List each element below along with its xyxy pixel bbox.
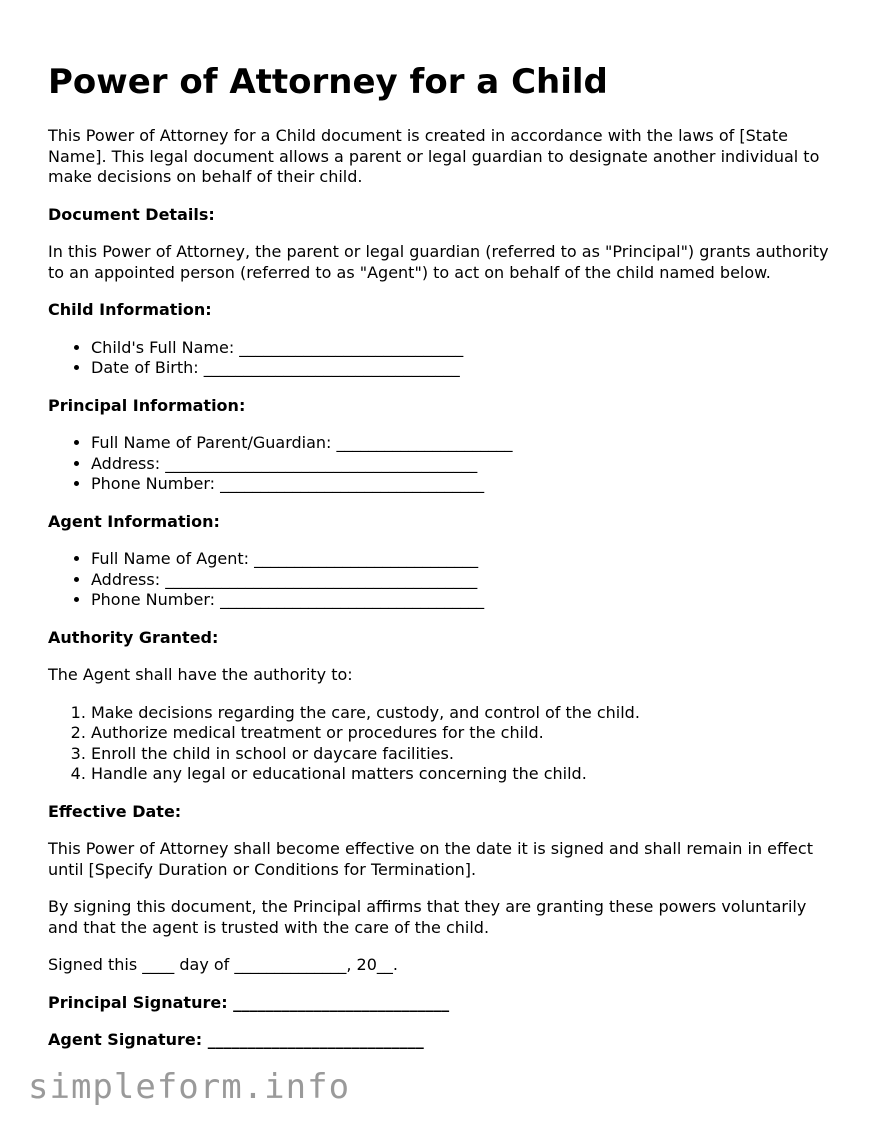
effective-date-heading: Effective Date:: [48, 801, 182, 821]
principal-info-heading: Principal Information:: [48, 395, 246, 415]
authority-item: 1. Make decisions regarding the care, custody, and control of the child.: [91, 703, 838, 724]
principal-address-field: • Address: _______________________________________: [91, 454, 838, 475]
principal-signature-line: Principal Signature: ___________________________: [48, 992, 450, 1012]
effective-date-text: This Power of Attorney shall become effective on the date it is signed and shall remain in effect until [Specify Duration or Conditions for Termination].: [48, 839, 813, 879]
intro-paragraph: This Power of Attorney for a Child document is created in accordance with the laws of [State Name]. This legal document allows a parent or legal guardian to designate another individual to make decisions on behalf of their child.: [48, 126, 820, 186]
document-details-text: In this Power of Attorney, the parent or legal guardian (referred to as "Principal") grants authority to an appointed person (referred to as "Agent") to act on behalf of the child named below.: [48, 242, 829, 282]
child-full-name-field: • Child's Full Name: ____________________________: [91, 338, 838, 359]
child-info-heading: Child Information:: [48, 300, 212, 319]
document-body: [48, 126, 838, 1068]
watermark: simpleform.info: [28, 1067, 351, 1107]
agent-signature-line: Agent Signature: ___________________________: [48, 1030, 424, 1049]
authority-item: 3. Enroll the child in school or daycare facilities.: [91, 744, 838, 765]
child-info-list: [48, 338, 838, 379]
principal-phone-field: • Phone Number: _________________________________: [91, 474, 838, 495]
authority-item: 4. Handle any legal or educational matters concerning the child.: [91, 764, 838, 785]
principal-full-name-field: • Full Name of Parent/Guardian: ______________________: [91, 433, 838, 454]
agent-phone-field: • Phone Number: _________________________________: [91, 590, 838, 611]
authority-item: 2. Authorize medical treatment or procedures for the child.: [91, 723, 838, 744]
authority-list: [48, 703, 838, 785]
document-details-heading: Document Details:: [48, 204, 215, 224]
agent-address-field: • Address: _______________________________________: [91, 570, 838, 591]
principal-info-list: [48, 433, 838, 495]
agent-info-heading: Agent Information:: [48, 511, 220, 531]
authority-heading: Authority Granted:: [48, 627, 219, 647]
page-title: Power of Attorney for a Child: [48, 62, 608, 102]
signed-date-line: Signed this ____ day of ______________, 20__.: [48, 955, 398, 974]
agent-info-list: [48, 549, 838, 611]
authority-intro: The Agent shall have the authority to:: [48, 665, 353, 684]
child-date-of-birth-field: • Date of Birth: ________________________________: [91, 358, 838, 379]
affirmation-text: By signing this document, the Principal affirms that they are granting these powers voluntarily and that the agent is trusted with the care of the child.: [48, 897, 807, 937]
agent-full-name-field: • Full Name of Agent: ____________________________: [91, 549, 838, 570]
